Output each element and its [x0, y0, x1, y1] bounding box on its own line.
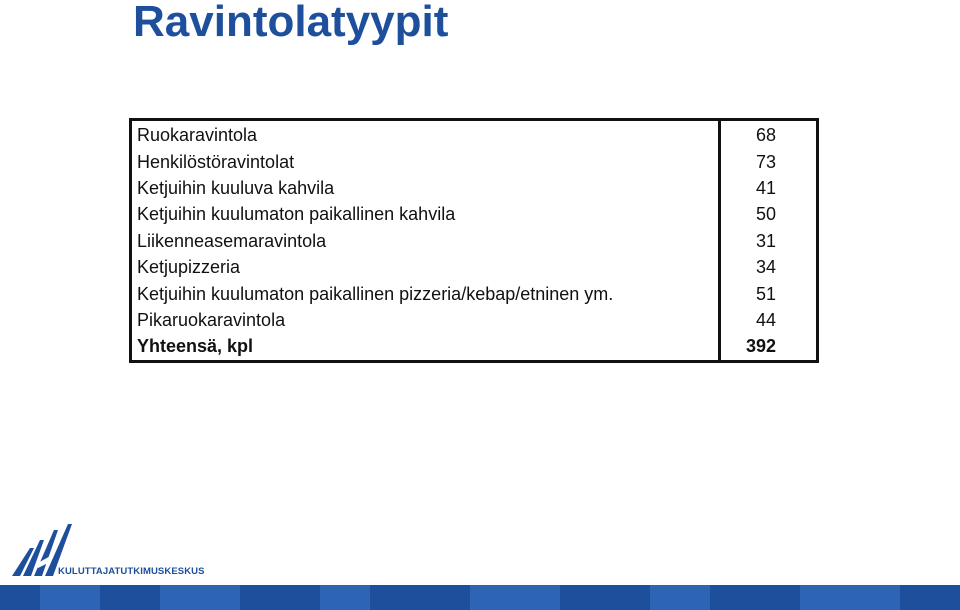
- row-value: 50: [755, 204, 776, 225]
- row-label: Liikenneasemaravintola: [131, 228, 720, 254]
- footer-segment: [40, 585, 100, 610]
- total-label: Yhteensä, kpl: [131, 333, 720, 361]
- row-value: 31: [755, 230, 776, 251]
- row-label: Ketjuihin kuulumaton paikallinen kahvila: [131, 201, 720, 227]
- row-label: Henkilöstöravintolat: [131, 148, 720, 174]
- row-value: 41: [755, 177, 776, 198]
- row-label: Ketjuihin kuulumaton paikallinen pizzeria/kebap/etninen ym.: [131, 280, 720, 306]
- table-row: [131, 120, 818, 149]
- table-row: [131, 280, 818, 306]
- row-label: Ketjupizzeria: [131, 254, 720, 280]
- table-row: [131, 307, 818, 333]
- row-value: 73: [755, 151, 776, 172]
- footer-segment: [800, 585, 900, 610]
- row-value: 44: [755, 309, 776, 330]
- table-row: [131, 228, 818, 254]
- table-row: [131, 201, 818, 227]
- row-label: Pikaruokaravintola: [131, 307, 720, 333]
- footer-bar: [0, 585, 960, 610]
- footer-segment: [320, 585, 370, 610]
- row-label: Ketjuihin kuuluva kahvila: [131, 175, 720, 201]
- table-row: [131, 148, 818, 174]
- page-title: Ravintolatyypit: [133, 0, 449, 46]
- footer-segment: [160, 585, 240, 610]
- total-value: 392: [745, 336, 776, 357]
- restaurant-types-table: [129, 118, 819, 363]
- logo-text: KULUTTAJATUTKIMUSKESKUS: [58, 566, 205, 577]
- table-row: [131, 175, 818, 201]
- table-body: [131, 120, 818, 362]
- row-value: 34: [755, 257, 776, 278]
- row-label: Ruokaravintola: [131, 120, 720, 149]
- footer-segment: [650, 585, 710, 610]
- table-row: [131, 254, 818, 280]
- row-value: 68: [755, 125, 776, 146]
- footer-segment: [470, 585, 560, 610]
- row-value: 51: [755, 283, 776, 304]
- table-total-row: [131, 333, 818, 361]
